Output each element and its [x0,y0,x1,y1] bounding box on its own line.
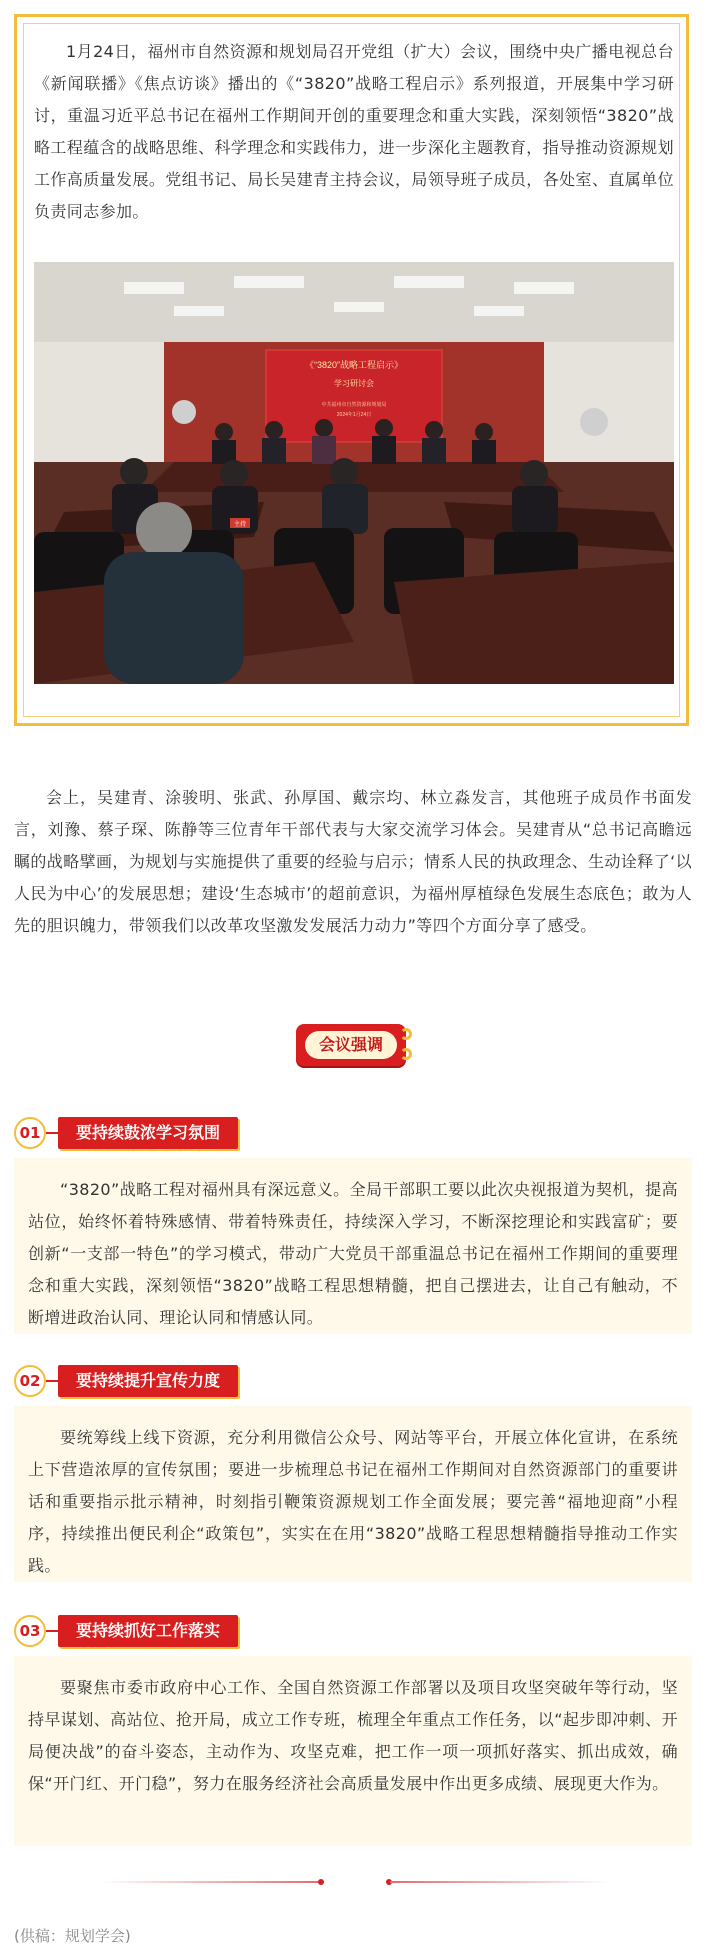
item-title: 要持续抓好工作落实 [58,1615,238,1647]
item-text: 要聚焦市委市政府中心工作、全国自然资源工作部署以及项目攻坚突破年等行动，坚持早谋划、高站位、抢开局，成立工作专班，梳理全年重点工作任务，以“起步即冲刺、开局便决战”的奋斗姿态，主动作为、攻坚克难，把工作一项一项抓好落实、抓出成效，确保“开门红、开门稳”，努力在服务经济社会高质量发展中作出更多成绩、展现更大作为。 [28,1678,678,1793]
ceiling-light [394,276,464,288]
ceiling-light [174,306,224,316]
electric-fan-icon [580,408,608,436]
intro-paragraph: 1月24日，福州市自然资源和规划局召开党组（扩大）会议，围绕中央广播电视总台《新闻联播》《焦点访谈》播出的《“3820”战略工程启示》系列报道，开展集中学习研讨，重温习近平总书记在福州工作期间开创的重要理念和重大实践，深刻领悟“3820”战略工程蕴含的战略思维、科学理念和实践伟力，进一步深化主题教育，指导推动资源规划工作高质量发展。党组书记、局长吴建青主持会议，局领导班子成员，各处室、直属单位负责同志参加。 [34,42,674,221]
divider-right [390,1881,610,1883]
banner-subtitle: 学习研讨会 [334,379,374,388]
item-number: 02 [14,1365,46,1397]
item-number: 03 [14,1615,46,1647]
section-badge-title: 会议强调 [305,1031,397,1059]
hook-icon [400,1028,412,1040]
item-header-03 [14,1615,314,1647]
item-text: 要统筹线上线下资源，充分利用微信公众号、网站等平台，开展立体化宣讲，在系统上下营造浓厚的宣传氛围；要进一步梳理总书记在福州工作期间对自然资源部门的重要讲话和重要指示批示精神，时刻指引鞭策资源规划工作全面发展；要完善“福地迎商”小程序，持续推出便民利企“政策包”，实实在在用“3820”战略工程思想精髓指导推动工作实践。 [28,1428,678,1575]
item-body-03 [14,1656,692,1846]
meeting-photo-svg [34,262,674,684]
ceiling-light [334,302,384,312]
ceiling-light [234,276,304,288]
ceiling-light [514,282,574,294]
foreground-table-right [394,562,674,684]
item-title: 要持续提升宣传力度 [58,1365,238,1397]
item-number: 01 [14,1117,46,1149]
divider-left [100,1881,320,1883]
meeting-photo [34,262,674,684]
banner-org: 中共福州市自然资源和规划局 [321,402,387,408]
item-title: 要持续鼓浓学习氛围 [58,1117,238,1149]
foreground-person-head [136,502,192,558]
right-wall [544,342,674,482]
foreground-person-body [104,552,244,684]
banner-date: 2024年1月24日 [336,412,372,418]
hook-icon [400,1048,412,1060]
source-credit: (供稿：规划学会) [14,1927,131,1945]
ceiling-light [124,282,184,294]
electric-fan-icon [172,400,196,424]
item-header-01 [14,1117,314,1149]
item-header-02 [14,1365,314,1397]
item-body-01 [14,1158,692,1334]
left-wall [34,342,164,482]
nameplate-text: 主持 [233,522,247,528]
ceiling-light [474,306,524,316]
banner-title: 《“3820”战略工程启示》 [304,360,404,370]
section-badge-pill [296,1024,406,1066]
section-badge [296,1024,416,1066]
divider-dot [318,1879,324,1885]
item-text: “3820”战略工程对福州具有深远意义。全局干部职工要以此次央视报道为契机，提高站位，始终怀着特殊感情、带着特殊责任，持续深入学习，不断深挖理论和实践富矿；要创新“一支部一特色”的学习模式，带动广大党员干部重温总书记在福州工作期间的重要理念和重大实践，深刻领悟“3820”战略工程思想精髓，把自己摆进去，让自己有触动，不断增进政治认同、理论认同和情感认同。 [28,1180,678,1327]
meeting-paragraph: 会上，吴建青、涂骏明、张武、孙厚国、戴宗均、林立淼发言，其他班子成员作书面发言，刘豫、蔡子琛、陈静等三位青年干部代表与大家交流学习体会。吴建青从“总书记高瞻远瞩的战略擘画，为规划与实施提供了重要的经验与启示；情系人民的执政理念、生动诠释了‘以人民为中心’的发展思想；建设‘生态城市’的超前意识，为福州厚植绿色发展生态底色；敢为人先的胆识魄力，带领我们以改革攻坚激发发展活力动力”等四个方面分享了感受。 [14,788,692,935]
item-body-02 [14,1406,692,1582]
